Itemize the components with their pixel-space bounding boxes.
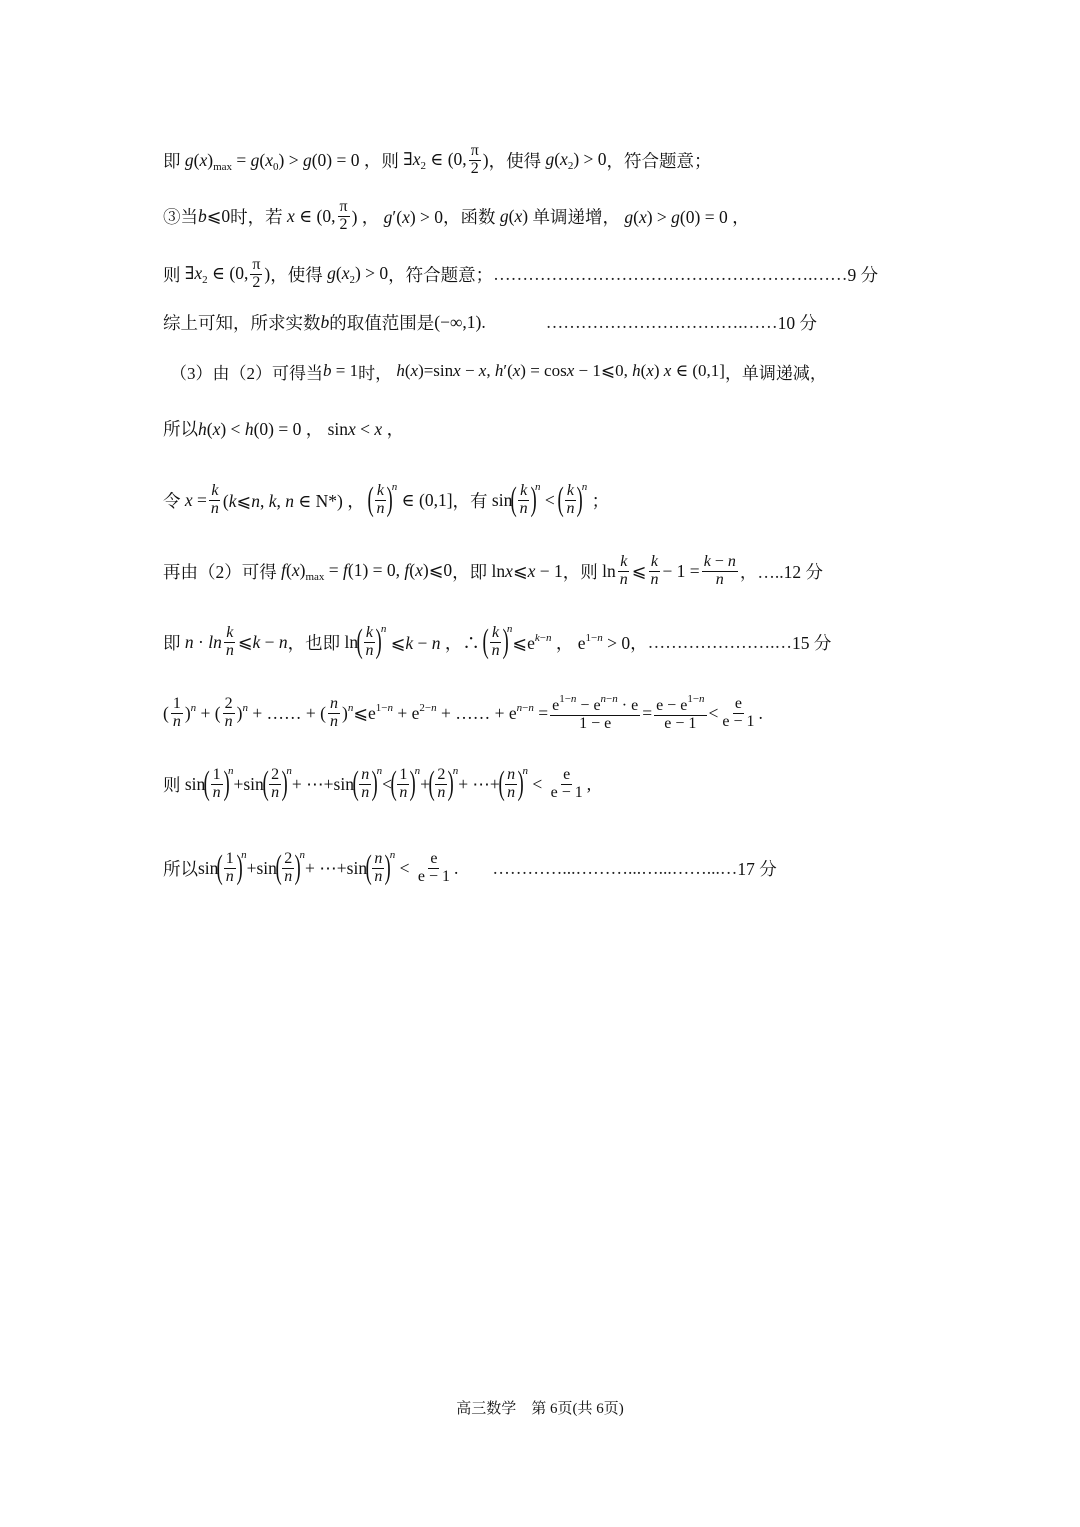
text: ③当 xyxy=(163,206,198,227)
text: ，也即 xyxy=(287,632,341,653)
text: 单调递增， xyxy=(532,206,620,227)
text: 则 xyxy=(163,264,181,285)
text: 再由（2）可得 xyxy=(163,561,277,582)
line-12: 所以 sin ( $\frac{1}{n}$ ) n +sin ( $\frac{2}{n}$ ) n + ⋯+sin ( $\frac{n}{n}$ ) n < $\frac{e}{e - 1}$ . …………...………...…...……...… 17 分 xyxy=(163,848,777,886)
fraction: $\frac{\pi}{2}$ xyxy=(470,141,479,177)
line-8: 再由（2）可得 $f(x)_{max} = f(1) = 0$, f(x)⩽0 ，即 lnx⩽x − 1 ，则 ln $\frac{k}{n}$ ⩽ $\frac{k}{n}$ − 1 = $\frac{k - n}{n}$ ，….. 12 分 xyxy=(163,552,823,588)
text: 则 xyxy=(381,150,399,171)
line-1: 即 $g(x)_{max} = g(x_0) > g(0) = 0$ ， 则 $\exists x_2$ ∈ (0, $\frac{\pi}{2}$ ) ，使得 $g(x_2) > 0$ ，符合题意； xyxy=(163,141,712,177)
fraction: $\frac{\pi}{2}$ xyxy=(339,197,348,233)
leader-dots: ，….. xyxy=(739,561,784,582)
fraction: $\frac{k}{n}$ xyxy=(210,481,219,517)
text: ，有 xyxy=(452,490,488,511)
fraction: $\frac{k}{n}$ xyxy=(619,552,628,588)
text: ，函数 xyxy=(443,206,496,227)
text: 则 xyxy=(163,774,181,795)
text: 即 xyxy=(163,632,181,653)
fraction: $\frac{n}{n}$ xyxy=(330,694,339,730)
text: 所以 xyxy=(163,858,198,879)
text: ，即 xyxy=(452,561,488,582)
fraction: $\frac{\pi}{2}$ xyxy=(252,255,261,291)
text: 时， xyxy=(358,363,393,383)
fraction: $\frac{k - n}{n}$ xyxy=(703,552,736,588)
score-label: 10 分 xyxy=(777,312,818,333)
leader-dots: …………………………….…… xyxy=(545,311,778,332)
text: 时，若 xyxy=(230,206,283,227)
leader-dots: …………...………...…...……...… xyxy=(492,857,738,878)
text: ，使得 xyxy=(270,264,323,285)
fraction: $\frac{k}{n}$ xyxy=(225,623,234,659)
fraction: $\frac{e}{e - 1}$ xyxy=(722,694,755,730)
fraction: $\frac{e}{e - 1}$ xyxy=(417,849,450,885)
line-11: 则 sin ( $\frac{1}{n}$ ) n +sin ( $\frac{2}{n}$ ) n + ⋯+sin ( $\frac{n}{n}$ ) n < ( $\frac{1}{n}$ ) n + ( $\frac{2}{n}$ ) n + ⋯+ ( $\frac{n}{n}$ ) n < $\frac{e}{e - 1}$ , xyxy=(163,764,592,802)
line-4: 综上可知，所求实数 b 的取值范围是 (−∞,1). …………………………….…… 10 分 xyxy=(163,311,818,333)
range: (−∞,1). xyxy=(434,311,486,332)
text: 所以 xyxy=(163,418,198,439)
line-9: 即 n · ln $\frac{k}{n}$ ⩽k − n ，也即 ln ( $\frac{k}{n}$ ) n ⩽k − n ，∴ ( $\frac{k}{n}$ ) n $⩽e^{k-n}$ ， $e^{1-n} > 0$ ， ………………….… 15 分 xyxy=(163,622,832,660)
fraction: $\frac{1}{n}$ xyxy=(172,694,181,730)
score-label: 15 分 xyxy=(791,632,832,653)
line-2: ③当 b⩽0 时，若 x ∈ (0, $\frac{\pi}{2}$ ) ， g′(x) > 0 ，函数 g(x) 单调递增， g(x) > g(0) = 0 ， xyxy=(163,197,750,233)
fraction: $\frac{e}{e - 1}$ xyxy=(550,765,583,801)
text: ，使得 xyxy=(488,150,542,171)
page-footer: 高三数学 第 6页(共 6页) xyxy=(456,1401,624,1417)
fraction: $\frac{k}{n}$ xyxy=(650,552,659,588)
fraction: $\frac{e - e^{1-n}}{e - 1}$ xyxy=(656,692,705,732)
text: 令 xyxy=(163,490,181,511)
text: ，符合题意； xyxy=(606,150,712,171)
text: ， xyxy=(630,632,648,653)
line-3: 则 $\exists x_2$ ∈ (0, $\frac{\pi}{2}$ ) ，使得 $g(x_2) > 0$ ，符合题意； ……………………………………………….…… 9 分 xyxy=(163,255,879,291)
text: 的取值范围是 xyxy=(329,312,435,333)
line-7: 令 x = $\frac{k}{n}$ (k⩽n, k, n ∈ N*) ， ( $\frac{k}{n}$ ) n ∈ (0,1] ，有 sin ( $\frac{k}{n}$ ) n < ( $\frac{k}{n}$ ) n ； xyxy=(163,480,610,518)
text: ，单调递减， xyxy=(724,363,827,383)
fraction: $\frac{2}{n}$ xyxy=(224,694,233,730)
text: 综上可知，所求实数 xyxy=(163,312,321,333)
line-5: （3）由（2）可得当 b = 1 时， h(x)=sinx − x, h′(x) = cosx − 1⩽0, h(x) x ∈ (0,1] ，单调递减， xyxy=(170,352,917,390)
line-6: 所以 h(x) < h(0) = 0 ， sinx < x ， xyxy=(163,412,917,444)
text: （3）由（2）可得当 xyxy=(170,363,323,383)
leader-dots: ………………….… xyxy=(647,631,792,652)
score-label: 9 分 xyxy=(847,264,879,285)
text: 即 xyxy=(163,150,181,171)
leader-dots: ……………………………………………….…… xyxy=(493,263,848,284)
line-10: ( $\frac{1}{n}$ )$^n$ + ( $\frac{2}{n}$ )$^n$ + …… + ( $\frac{n}{n}$ )$^n⩽e^{1-n} + e^{2-n}$ + …… + $e^{n-n}$ = $\frac{e^{1-n} - e^{n-n} \cdot e}{1 - e}$ = $\frac{e - e^{1-n}}{e - 1}$ < $\frac{e}{e - 1}$ . xyxy=(163,692,763,732)
score-label: 17 分 xyxy=(737,858,777,879)
score-label: 12 分 xyxy=(783,561,823,582)
text: ，符合题意； xyxy=(388,264,494,285)
fraction: $\frac{e^{1-n} - e^{n-n} \cdot e}{1 - e}$ xyxy=(552,692,639,732)
text: ，则 xyxy=(562,561,598,582)
